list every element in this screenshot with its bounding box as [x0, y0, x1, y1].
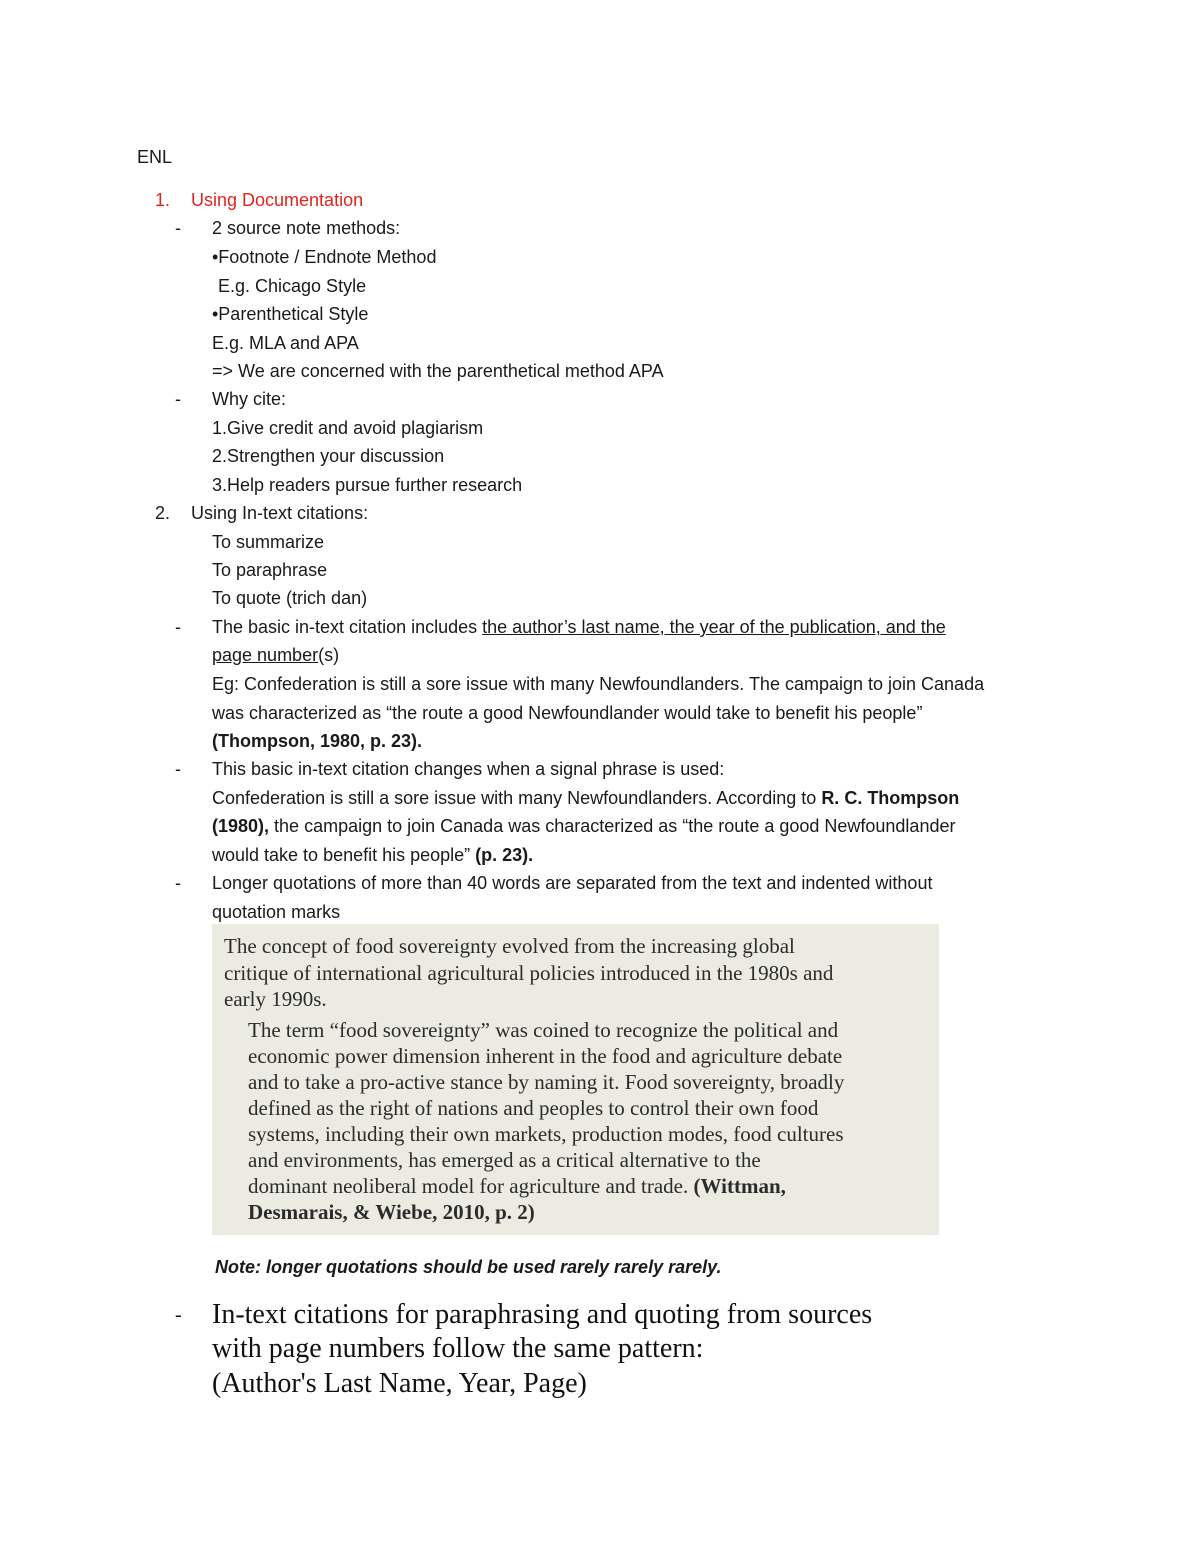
- basic-citation-underlined: the author’s last name, the year of the publication, and the: [482, 617, 946, 637]
- example-1-citation: (Thompson, 1980, p. 23).: [212, 731, 423, 751]
- signal-text: would take to benefit his people”: [212, 845, 476, 865]
- quote-line-3: and to take a pro-active stance by naming it. Food sovereignty, broadly: [248, 1070, 845, 1094]
- page-number-suffix: (s): [318, 645, 340, 665]
- section-1-heading: Using Documentation: [191, 190, 364, 210]
- longer-quotes-line-1: Longer quotations of more than 40 words are separated from the text and indented without: [212, 873, 933, 893]
- example-1-line-1: Eg: Confederation is still a sore issue with many Newfoundlanders. The campaign to join Canada: [212, 674, 985, 694]
- signal-phrase-label: This basic in-text citation changes when a signal phrase is used:: [212, 759, 725, 779]
- basic-citation-text: The basic in-text citation includes: [212, 617, 483, 637]
- quote-citation-start: (Wittman,: [693, 1174, 786, 1198]
- final-rule-pattern: (Author's Last Name, Year, Page): [212, 1368, 587, 1399]
- section-1-number: 1.: [154, 190, 170, 210]
- concern-line: => We are concerned with the parenthetical method APA: [212, 361, 664, 381]
- signal-author: R. C. Thompson: [821, 788, 960, 808]
- why-cite-label: Why cite:: [212, 389, 287, 409]
- bullet-dash: -: [175, 873, 181, 893]
- quote-line-2: economic power dimension inherent in the food and agriculture debate: [248, 1044, 843, 1068]
- use-quote: To quote (trich dan): [212, 588, 368, 608]
- doc-title: ENL: [137, 147, 173, 167]
- signal-year: (1980),: [212, 816, 270, 836]
- signal-example-line-3: [212, 842, 533, 868]
- bullet-dash: -: [175, 617, 181, 637]
- basic-citation-line-1: [212, 614, 946, 640]
- quote-line-5: systems, including their own markets, production modes, food cultures: [248, 1122, 844, 1146]
- signal-text: Confederation is still a sore issue with many Newfoundlanders. According to: [212, 788, 822, 808]
- quote-intro-line-3: early 1990s.: [224, 987, 327, 1011]
- example-1-line-2: was characterized as “the route a good Newfoundlander would take to benefit his people”: [212, 703, 923, 723]
- page-number-underlined: page number: [212, 645, 319, 665]
- use-paraphrase: To paraphrase: [212, 560, 328, 580]
- why-cite-item-2: 2.Strengthen your discussion: [212, 446, 445, 466]
- quote-line-7: [248, 1173, 786, 1199]
- quote-citation-end: Desmarais, & Wiebe, 2010, p. 2): [248, 1200, 535, 1224]
- basic-citation-line-2: [212, 642, 339, 668]
- quote-text: dominant neoliberal model for agriculture and trade.: [248, 1174, 694, 1198]
- quote-line-6: and environments, has emerged as a critical alternative to the: [248, 1148, 761, 1172]
- methods-label: 2 source note methods:: [212, 218, 401, 238]
- quote-line-4: defined as the right of nations and peoples to control their own food: [248, 1096, 819, 1120]
- method-parenthetical-example: E.g. MLA and APA: [212, 333, 359, 353]
- section-2-heading: Using In-text citations:: [191, 503, 369, 523]
- method-footnote: •Footnote / Endnote Method: [212, 247, 437, 267]
- quote-line-1: The term “food sovereignty” was coined to recognize the political and: [248, 1018, 839, 1042]
- bullet-dash: -: [175, 218, 181, 238]
- longer-quotes-line-2: quotation marks: [212, 902, 341, 922]
- bullet-dash: -: [175, 1304, 182, 1326]
- why-cite-item-1: 1.Give credit and avoid plagiarism: [212, 418, 484, 438]
- use-summarize: To summarize: [212, 532, 325, 552]
- note-longer-quotations: Note: longer quotations should be used rarely rarely rarely.: [215, 1257, 722, 1277]
- method-parenthetical: •Parenthetical Style: [212, 304, 369, 324]
- signal-text: the campaign to join Canada was characterized as “the route a good Newfoundlander: [269, 816, 956, 836]
- quote-intro-line-1: The concept of food sovereignty evolved from the increasing global: [224, 934, 795, 958]
- method-footnote-example: E.g. Chicago Style: [218, 276, 367, 296]
- signal-page: (p. 23).: [475, 845, 534, 865]
- bullet-dash: -: [175, 759, 181, 779]
- why-cite-item-3: 3.Help readers pursue further research: [212, 475, 523, 495]
- final-rule-line-2: with page numbers follow the same pattern:: [212, 1333, 704, 1364]
- final-rule-line-1: In-text citations for paraphrasing and quoting from sources: [212, 1299, 873, 1330]
- signal-example-line-1: [212, 785, 959, 811]
- block-quote-example: [212, 924, 939, 1235]
- bullet-dash: -: [175, 389, 181, 409]
- quote-intro-line-2: critique of international agricultural policies introduced in the 1980s and: [224, 961, 834, 985]
- signal-example-line-2: [212, 813, 955, 839]
- section-2-number: 2.: [154, 503, 170, 523]
